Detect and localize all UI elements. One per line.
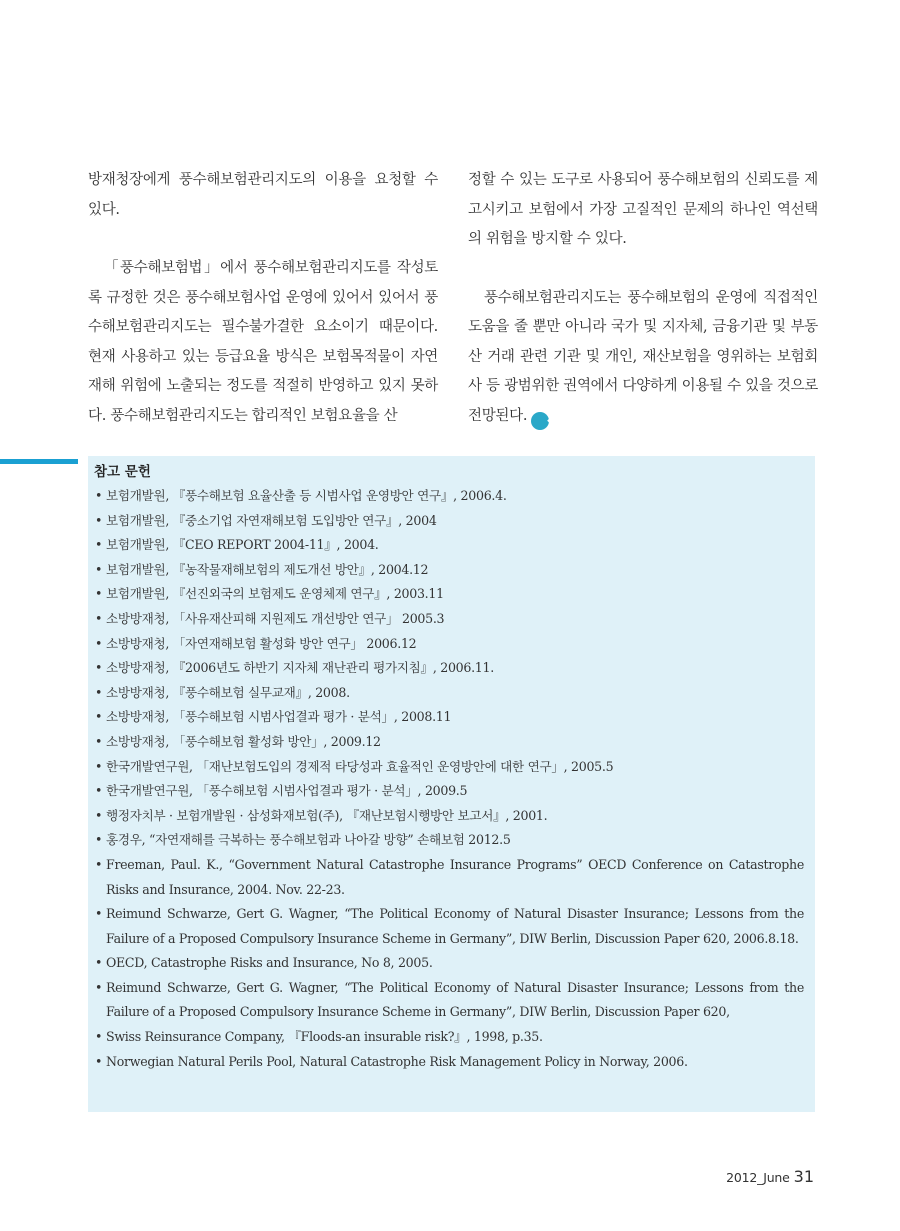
left-paragraph-1: 방재청장에게 풍수해보험관리지도의 이용을 요청할 수 있다. [88,172,438,218]
references-list [88,484,804,1074]
reference-item: • 홍경우, “자연재해를 극복하는 풍수해보험과 나아갈 방향” 손해보험 2012.5 [88,828,804,853]
left-column [88,166,438,431]
page-footer [726,1167,814,1186]
reference-item: • 행정자치부 · 보험개발원 · 삼성화재보험(주), 『재난보험시행방안 보고서』, 2001. [88,804,804,829]
right-column [468,166,818,431]
reference-item: • Swiss Reinsurance Company, 『Floods-an insurable risk?』, 1998, p.35. [88,1025,804,1050]
reference-item: • Reimund Schwarze, Gert G. Wagner, “The Political Economy of Natural Disaster Insurance; Lessons from the Failure of a Proposed Compulsory Insurance Scheme in Germany”, DIW Berlin, Discussion Paper 620, 2006.8.18. [88,902,804,951]
reference-item: • Reimund Schwarze, Gert G. Wagner, “The Political Economy of Natural Disaster Insurance; Lessons from the Failure of a Proposed Compulsory Insurance Scheme in Germany”, DIW Berlin, Discussion Paper 620, [88,976,804,1025]
reference-item: • 보험개발원, 『풍수해보험 요율산출 등 시범사업 운영방안 연구』, 2006.4. [88,484,804,509]
reference-item: • 소방방재청, 「풍수해보험 활성화 방안」, 2009.12 [88,730,804,755]
reference-item: • 보험개발원, 『선진외국의 보험제도 운영체제 연구』, 2003.11 [88,582,804,607]
reference-item: • 한국개발연구원, 「풍수해보험 시범사업결과 평가 · 분석」, 2009.5 [88,779,804,804]
reference-item: • 소방방재청, 「사유재산피해 지원제도 개선방안 연구」 2005.3 [88,607,804,632]
reference-item: • 소방방재청, 『2006년도 하반기 지자체 재난관리 평가지침』, 2006.11. [88,656,804,681]
reference-item: • 보험개발원, 『CEO REPORT 2004-11』, 2004. [88,533,804,558]
right-paragraph-1: 정할 수 있는 도구로 사용되어 풍수해보험의 신뢰도를 제고시키고 보험에서 가장 고질적인 문제의 하나인 역선택의 위험을 방지할 수 있다. [468,172,818,247]
reference-item: • 한국개발연구원, 「재난보험도입의 경제적 타당성과 효율적인 운영방안에 대한 연구」, 2005.5 [88,755,804,780]
references-title: 참고 문헌 [94,464,151,480]
reference-item: • OECD, Catastrophe Risks and Insurance, No 8, 2005. [88,951,804,976]
issue-label: 2012_June [726,1170,790,1185]
references-box [88,456,815,1112]
end-of-article-icon: ◆ [531,412,549,430]
reference-item: • 소방방재청, 「자연재해보험 활성화 방안 연구」 2006.12 [88,632,804,657]
section-accent-bar [0,459,78,464]
reference-item: • 보험개발원, 『중소기업 자연재해보험 도입방안 연구』, 2004 [88,509,804,534]
page-number: 31 [793,1167,814,1186]
reference-item: • Freeman, Paul. K., “Government Natural Catastrophe Insurance Programs” OECD Conference on Catastrophe Risks and Insurance, 2004. Nov. 22-23. [88,853,804,902]
reference-item: • 소방방재청, 『풍수해보험 실무교재』, 2008. [88,681,804,706]
reference-item: • Norwegian Natural Perils Pool, Natural Catastrophe Risk Management Policy in Norway, 2006. [88,1050,804,1075]
right-paragraph-2-text: 풍수해보험관리지도는 풍수해보험의 운영에 직접적인 도움을 줄 뿐만 아니라 국가 및 지자체, 금융기관 및 부동산 거래 관련 기관 및 개인, 재산보험을 영위하는 보험회사 등 광범위한 권역에서 다양하게 이용될 수 있을 것으로 전망된다. [468,289,818,424]
reference-item: • 소방방재청, 「풍수해보험 시범사업결과 평가 · 분석」, 2008.11 [88,705,804,730]
reference-item: • 보험개발원, 『농작물재해보험의 제도개선 방안』, 2004.12 [88,558,804,583]
right-paragraph-2 [468,284,818,432]
left-paragraph-2: 「풍수해보험법」에서 풍수해보험관리지도를 작성토록 규정한 것은 풍수해보험사업 운영에 있어서 있어서 풍수해보험관리지도는 필수불가결한 요소이기 때문이다. 현재 사용하고 있는 등급요율 방식은 보험목적물이 자연재해 위험에 노출되는 정도를 적절히 반영하고 있지 못하다. 풍수해보험관리지도는 합리적인 보험요율을 산 [88,260,438,424]
